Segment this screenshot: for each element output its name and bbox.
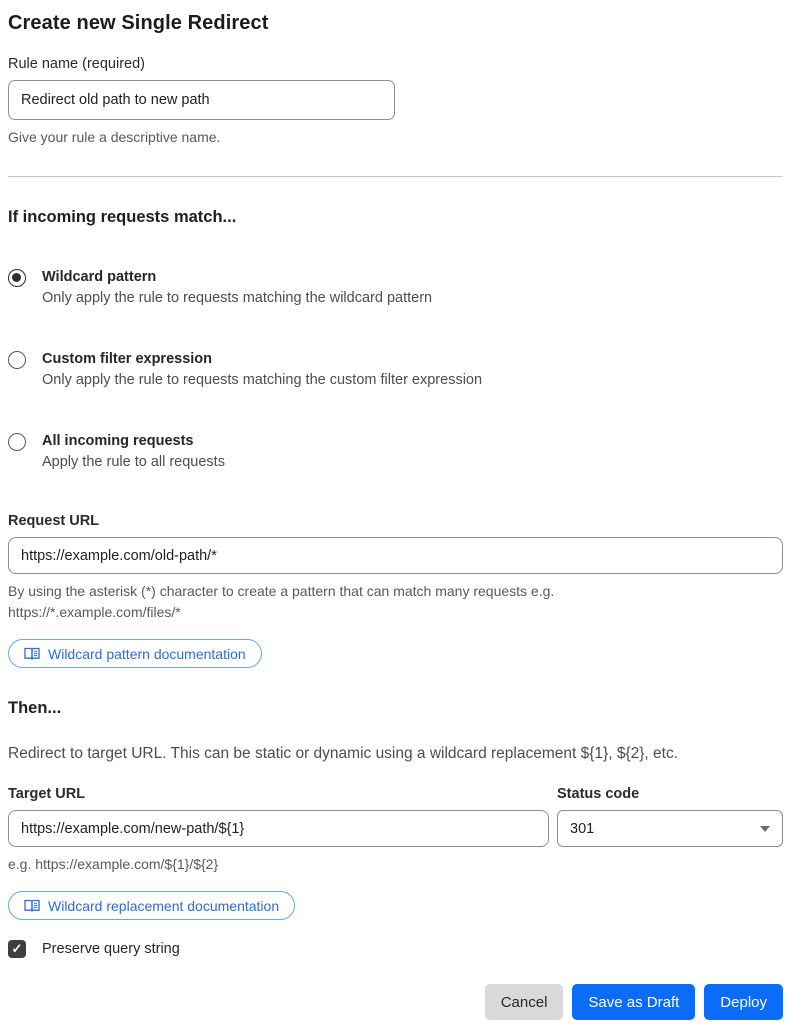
target-url-status-row bbox=[8, 765, 783, 847]
rule-name-input[interactable] bbox=[8, 80, 395, 120]
target-url-label: Target URL bbox=[8, 786, 86, 802]
radio-unselected-icon[interactable] bbox=[8, 433, 26, 451]
open-book-icon bbox=[24, 899, 40, 913]
preserve-query-string-row[interactable] bbox=[8, 940, 783, 958]
radio-option-label: Wildcard pattern bbox=[42, 269, 157, 285]
radio-option-label: All incoming requests bbox=[42, 433, 194, 449]
match-section-heading: If incoming requests match... bbox=[8, 208, 237, 226]
wildcard-replacement-docs-button[interactable] bbox=[8, 891, 295, 920]
then-section-description: Redirect to target URL. This can be static or dynamic using a wildcard replacement ${1}, ${2}, etc. bbox=[8, 745, 679, 762]
request-url-help-line1: By using the asterisk (*) character to create a pattern that can match many requests e.g. bbox=[8, 583, 555, 599]
status-code-value: 301 bbox=[570, 820, 595, 837]
doc-button-label: Wildcard pattern documentation bbox=[48, 645, 246, 662]
deploy-button[interactable]: Deploy bbox=[704, 984, 783, 1020]
radio-option-description: Only apply the rule to requests matching the wildcard pattern bbox=[42, 290, 433, 306]
radio-selected-icon[interactable] bbox=[8, 269, 26, 287]
rule-name-label: Rule name (required) bbox=[8, 56, 146, 72]
radio-unselected-icon[interactable] bbox=[8, 351, 26, 369]
chevron-down-icon bbox=[760, 826, 770, 832]
radio-option-description: Only apply the rule to requests matching the custom filter expression bbox=[42, 372, 483, 388]
request-url-help-line2: https://*.example.com/files/* bbox=[8, 604, 181, 620]
radio-option-description: Apply the rule to all requests bbox=[42, 454, 225, 470]
save-as-draft-button[interactable]: Save as Draft bbox=[572, 984, 695, 1020]
radio-option-label: Custom filter expression bbox=[42, 351, 213, 367]
doc-button-label: Wildcard replacement documentation bbox=[48, 897, 280, 914]
radio-option-wildcard-pattern[interactable] bbox=[8, 267, 783, 310]
section-divider bbox=[8, 176, 783, 177]
status-code-select[interactable] bbox=[557, 810, 783, 847]
then-section-heading: Then... bbox=[8, 699, 62, 717]
match-type-radio-group bbox=[8, 267, 783, 474]
target-url-help: e.g. https://example.com/${1}/${2} bbox=[8, 856, 219, 872]
target-url-input[interactable] bbox=[8, 810, 549, 847]
page-title: Create new Single Redirect bbox=[8, 12, 269, 34]
rule-name-help: Give your rule a descriptive name. bbox=[8, 129, 221, 145]
status-code-label: Status code bbox=[557, 786, 640, 802]
open-book-icon bbox=[24, 647, 40, 661]
radio-option-all-incoming-requests[interactable] bbox=[8, 431, 783, 474]
footer-actions bbox=[8, 984, 783, 1020]
cancel-button[interactable]: Cancel bbox=[485, 984, 564, 1020]
wildcard-pattern-docs-button[interactable] bbox=[8, 639, 262, 668]
preserve-query-string-label: Preserve query string bbox=[42, 941, 180, 957]
request-url-input[interactable] bbox=[8, 537, 783, 574]
radio-option-custom-filter-expression[interactable] bbox=[8, 349, 783, 392]
request-url-label: Request URL bbox=[8, 513, 100, 529]
checkbox-checked-icon[interactable]: ✓ bbox=[8, 940, 26, 958]
request-url-help bbox=[8, 581, 783, 623]
